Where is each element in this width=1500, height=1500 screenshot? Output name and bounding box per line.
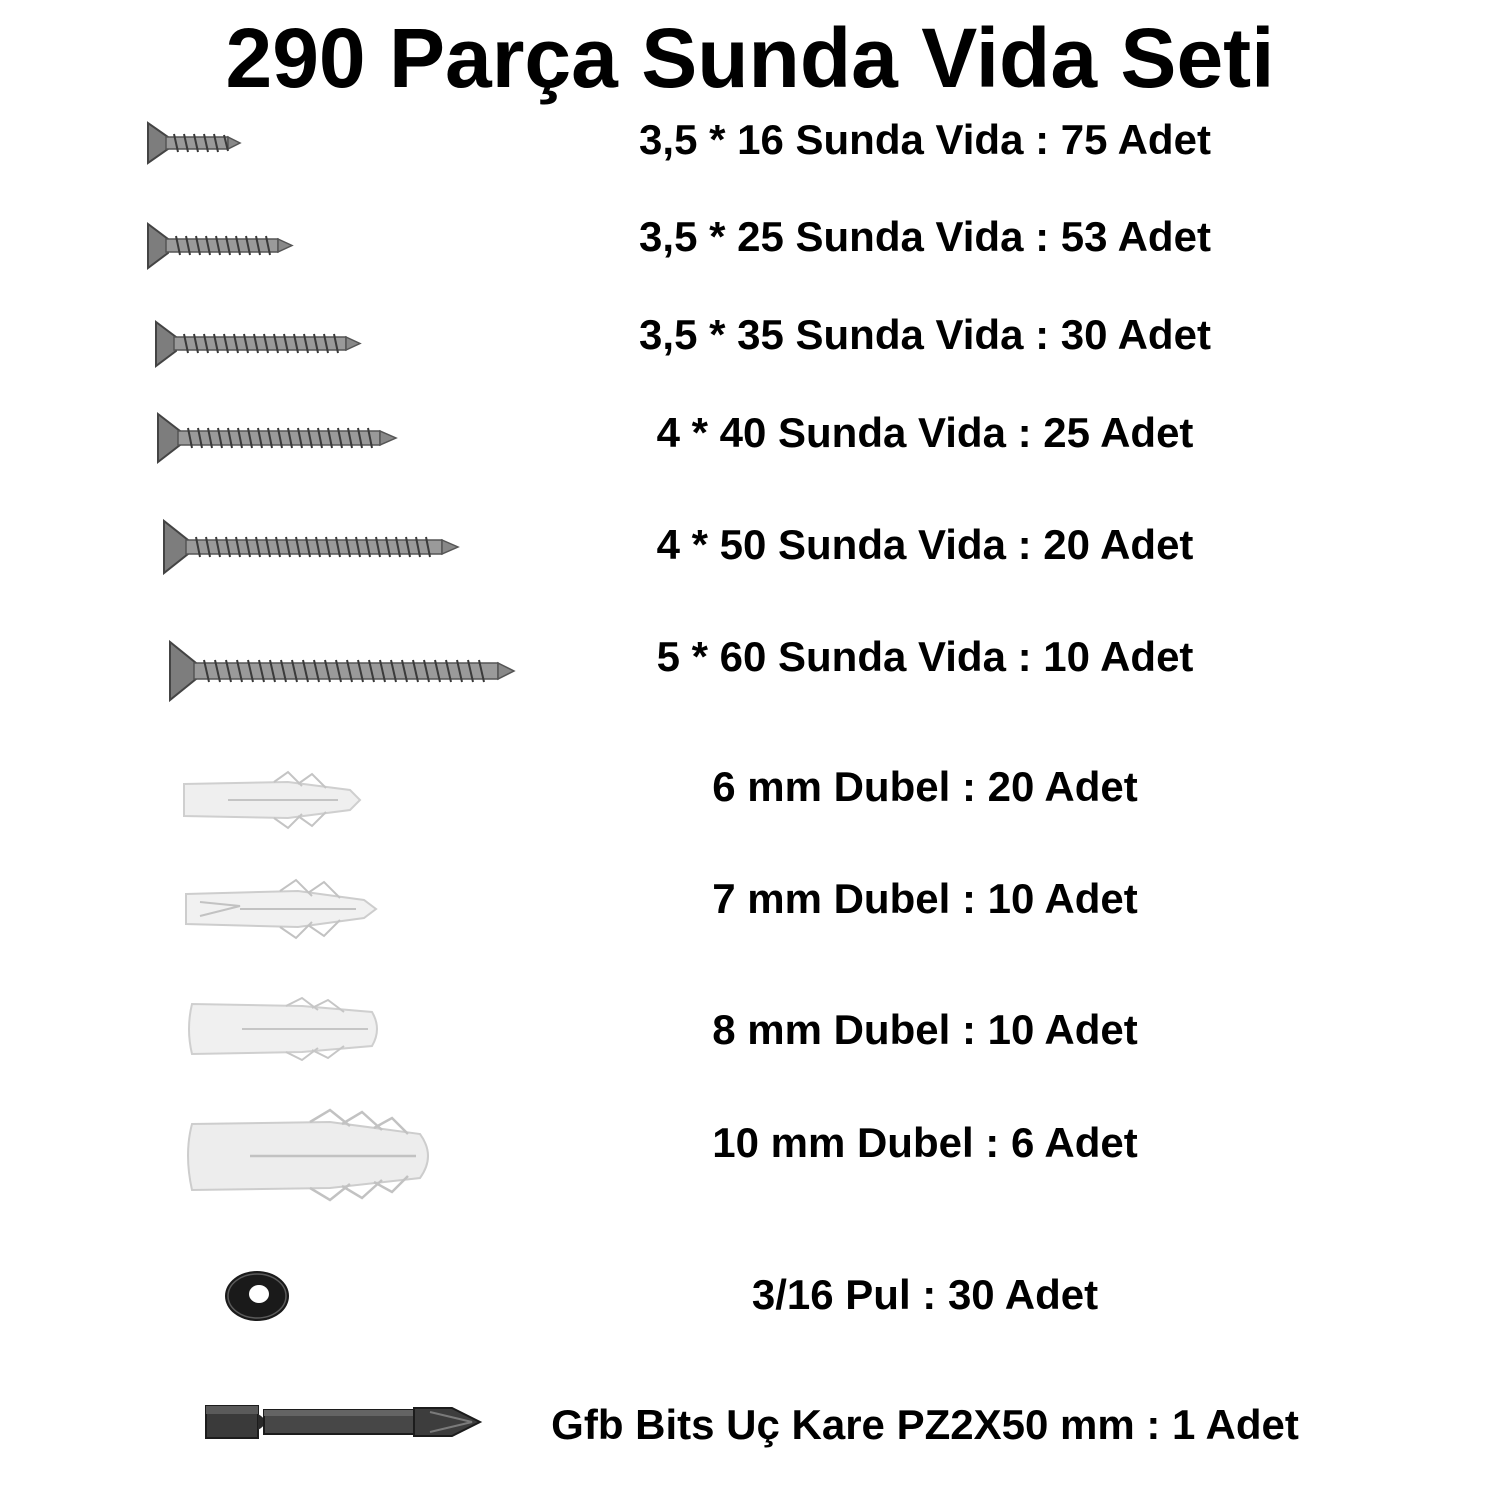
washer-icon [222, 1268, 292, 1324]
item-label: 4 * 50 Sunda Vida : 20 Adet [656, 521, 1194, 568]
item-label: Gfb Bits Uç Kare PZ2X50 mm : 1 Adet [551, 1401, 1299, 1448]
screw-icon [140, 218, 300, 274]
item-label: 3,5 * 35 Sunda Vida : 30 Adet [639, 311, 1211, 358]
screw-icon [156, 515, 466, 579]
screwdriver-bit-icon [202, 1396, 487, 1448]
screw-icon [148, 316, 368, 372]
wall-plug-icon [182, 992, 392, 1066]
item-label: 3,5 * 16 Sunda Vida : 75 Adet [639, 116, 1211, 163]
page-title: 290 Parça Sunda Vida Seti [225, 11, 1275, 105]
wall-plug-icon [180, 1104, 445, 1204]
item-label: 10 mm Dubel : 6 Adet [712, 1119, 1138, 1166]
screw-icon [140, 115, 250, 171]
item-label: 4 * 40 Sunda Vida : 25 Adet [656, 409, 1194, 456]
wall-plug-icon [180, 876, 385, 942]
item-label: 7 mm Dubel : 10 Adet [712, 875, 1138, 922]
screw-icon [150, 408, 405, 468]
screw-icon [162, 636, 522, 706]
item-label: 6 mm Dubel : 20 Adet [712, 763, 1138, 810]
item-label: 5 * 60 Sunda Vida : 10 Adet [656, 633, 1194, 680]
wall-plug-icon [178, 768, 368, 832]
item-label: 3,5 * 25 Sunda Vida : 53 Adet [639, 213, 1211, 260]
item-label: 3/16 Pul : 30 Adet [751, 1271, 1099, 1318]
item-label: 8 mm Dubel : 10 Adet [712, 1006, 1138, 1053]
